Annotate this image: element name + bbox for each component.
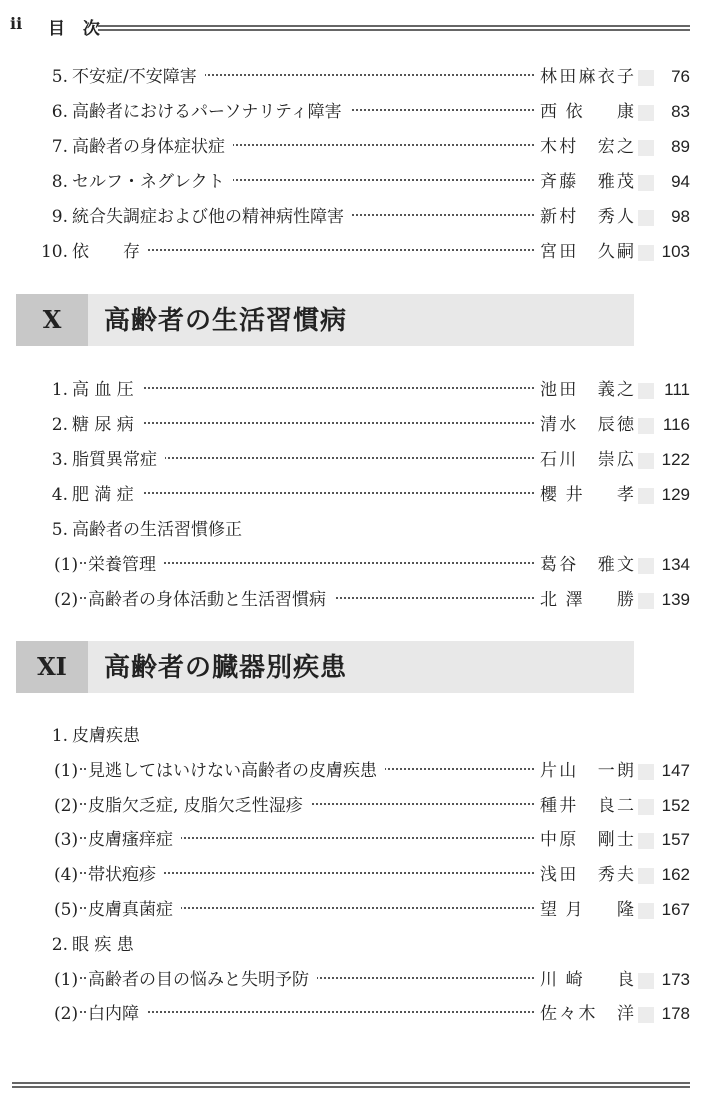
page-marker xyxy=(638,105,654,121)
entry-number: (2) xyxy=(54,795,79,816)
entry-number: 5. xyxy=(51,67,68,87)
toc-entry xyxy=(40,202,690,232)
entry-number: (1) xyxy=(54,969,79,990)
entry-number: 9. xyxy=(51,207,68,227)
entry-title: 高齢者の身体活動と生活習慣病 xyxy=(88,585,334,615)
page-header xyxy=(0,8,712,42)
page-marker xyxy=(638,70,654,86)
entry-page: 173 xyxy=(661,969,690,989)
toc-entry xyxy=(40,791,690,821)
toc-entry xyxy=(40,930,690,960)
page-marker xyxy=(638,868,654,884)
entry-number: 10. xyxy=(40,242,68,262)
entry-number: 2. xyxy=(51,415,68,435)
entry-number: 6. xyxy=(51,102,68,122)
part-xi-numeral: XI xyxy=(16,641,88,693)
entry-number: 4. xyxy=(51,485,68,505)
toc-entry xyxy=(40,756,690,786)
entry-author: 中原 剛士 xyxy=(534,825,634,855)
entry-author: 宮田 久嗣 xyxy=(534,237,634,267)
entry-title: 不安症/不安障害 xyxy=(72,62,205,92)
entry-title: 高齢者の目の悩みと失明予防 xyxy=(88,965,317,995)
entry-page: 147 xyxy=(661,760,690,780)
entry-title: 眼 疾 患 xyxy=(72,930,142,960)
toc-entry xyxy=(40,132,690,162)
entry-title: 肥 満 症 xyxy=(72,480,142,510)
entry-author: 清水 辰徳 xyxy=(534,410,634,440)
part-x-numeral: X xyxy=(16,294,88,346)
entry-number: (1) xyxy=(54,555,79,575)
page-marker xyxy=(638,453,654,469)
entry-page: 139 xyxy=(661,590,690,609)
entry-page: 83 xyxy=(671,102,690,121)
entry-page: 162 xyxy=(661,865,690,885)
entry-author: 片山 一朗 xyxy=(534,756,634,786)
part-xi-title: 高齢者の臓器別疾患 xyxy=(104,652,348,682)
entry-number: (1) xyxy=(54,760,79,781)
entry-author: 望月 隆 xyxy=(534,895,634,925)
entry-title: 脂質異常症 xyxy=(72,445,165,475)
entry-title: 高齢者におけるパーソナリティ障害 xyxy=(72,97,350,127)
toc-entry xyxy=(40,550,690,580)
entry-author: 西依 康 xyxy=(534,97,634,127)
entry-page: 89 xyxy=(671,137,690,156)
entry-page: 98 xyxy=(671,207,690,226)
entry-title: 皮脂欠乏症, 皮脂欠乏性湿疹 xyxy=(88,791,311,821)
page-marker xyxy=(638,973,654,989)
entry-page: 76 xyxy=(671,67,690,86)
leader-dots xyxy=(80,387,538,389)
entry-title: セルフ・ネグレクト xyxy=(72,167,233,197)
entry-number: 1. xyxy=(51,380,68,400)
entry-number: 3. xyxy=(51,450,68,470)
entry-page: 103 xyxy=(661,242,690,261)
toc-entry xyxy=(40,445,690,475)
entry-title: 見逃してはいけない高齢者の皮膚疾患 xyxy=(88,756,385,786)
entry-number: 1. xyxy=(51,726,68,746)
toc-entry xyxy=(40,721,690,751)
entry-page: 152 xyxy=(661,795,690,815)
entry-author: 浅田 秀夫 xyxy=(534,860,634,890)
part-x-title: 高齢者の生活習慣病 xyxy=(104,305,348,335)
entry-number: (4) xyxy=(54,865,79,886)
toc-entry xyxy=(40,375,690,405)
entry-author: 池田 義之 xyxy=(534,375,634,405)
toc-entry xyxy=(40,410,690,440)
entry-title: 皮膚瘙痒症 xyxy=(88,825,181,855)
toc-entry xyxy=(40,585,690,615)
entry-author: 川崎 良 xyxy=(534,965,634,995)
entry-author: 北澤 勝 xyxy=(534,585,634,615)
toc-entry xyxy=(40,999,690,1029)
page-marker xyxy=(638,418,654,434)
entry-title: 高齢者の身体症状症 xyxy=(72,132,233,162)
part-xi-banner xyxy=(16,641,634,693)
page-marker xyxy=(638,488,654,504)
leader-dots xyxy=(80,492,538,494)
entry-title: 高齢者の生活習慣修正 xyxy=(72,515,250,545)
entry-page: 178 xyxy=(661,1004,690,1024)
toc-entry xyxy=(40,237,690,267)
entry-author: 葛谷 雅文 xyxy=(534,550,634,580)
entry-author: 種井 良二 xyxy=(534,791,634,821)
entry-title: 糖 尿 病 xyxy=(72,410,142,440)
entry-page: 122 xyxy=(661,450,690,469)
page-marker xyxy=(638,558,654,574)
entry-title: 皮膚疾患 xyxy=(72,721,148,751)
leader-dots xyxy=(80,422,538,424)
toc-entry xyxy=(40,895,690,925)
entry-author: 林田麻衣子 xyxy=(534,62,634,92)
header-rule xyxy=(98,25,690,27)
entry-title: 依 存 xyxy=(72,237,148,267)
entry-author: 石川 崇広 xyxy=(534,445,634,475)
entry-number: (2) xyxy=(54,1004,79,1025)
entry-title: 高 血 圧 xyxy=(72,375,142,405)
entry-page: 116 xyxy=(662,415,690,434)
entry-number: (2) xyxy=(54,590,79,610)
entry-page: 157 xyxy=(661,830,690,850)
page-marker xyxy=(638,764,654,780)
leader-dots xyxy=(80,249,538,251)
toc-entry xyxy=(40,480,690,510)
entry-page: 129 xyxy=(661,485,690,504)
toc-entry xyxy=(40,515,690,545)
page-marker xyxy=(638,799,654,815)
entry-author: 木村 宏之 xyxy=(534,132,634,162)
page-marker xyxy=(638,1007,654,1023)
entry-number: 2. xyxy=(51,934,68,955)
entry-author: 櫻井 孝 xyxy=(534,480,634,510)
entry-title: 皮膚真菌症 xyxy=(88,895,181,925)
running-title: 目 次 xyxy=(48,19,106,39)
toc-entry xyxy=(40,62,690,92)
part-x-banner xyxy=(16,294,634,346)
entry-title: 栄養管理 xyxy=(88,550,164,580)
entry-title: 帯状疱疹 xyxy=(88,860,164,890)
entry-page: 167 xyxy=(661,900,690,919)
entry-page: 134 xyxy=(661,555,690,574)
entry-title: 統合失調症および他の精神病性障害 xyxy=(72,202,352,232)
toc-entry xyxy=(40,965,690,995)
entry-author: 斉藤 雅茂 xyxy=(534,167,634,197)
toc-entry xyxy=(40,825,690,855)
page-marker xyxy=(638,245,654,261)
entry-author: 佐々木 洋 xyxy=(534,999,634,1029)
toc-entry xyxy=(40,860,690,890)
leader-dots xyxy=(80,1011,538,1013)
toc-entry xyxy=(40,97,690,127)
entry-page: 94 xyxy=(671,172,690,191)
page-marker xyxy=(638,383,654,399)
page-marker xyxy=(638,833,654,849)
page-marker xyxy=(638,175,654,191)
entry-number: (3) xyxy=(54,830,79,851)
page-marker xyxy=(638,903,654,919)
entry-number: 5. xyxy=(51,520,68,540)
page-marker xyxy=(638,210,654,226)
page-number: ii xyxy=(10,14,23,33)
footer-rule xyxy=(12,1082,690,1084)
page-marker xyxy=(638,140,654,156)
entry-number: 7. xyxy=(51,137,68,157)
toc-entry xyxy=(40,167,690,197)
entry-page: 111 xyxy=(664,380,690,399)
entry-title: 白内障 xyxy=(88,999,147,1029)
entry-number: (5) xyxy=(54,900,79,920)
entry-number: 8. xyxy=(51,172,68,192)
entry-author: 新村 秀人 xyxy=(534,202,634,232)
page-marker xyxy=(638,593,654,609)
